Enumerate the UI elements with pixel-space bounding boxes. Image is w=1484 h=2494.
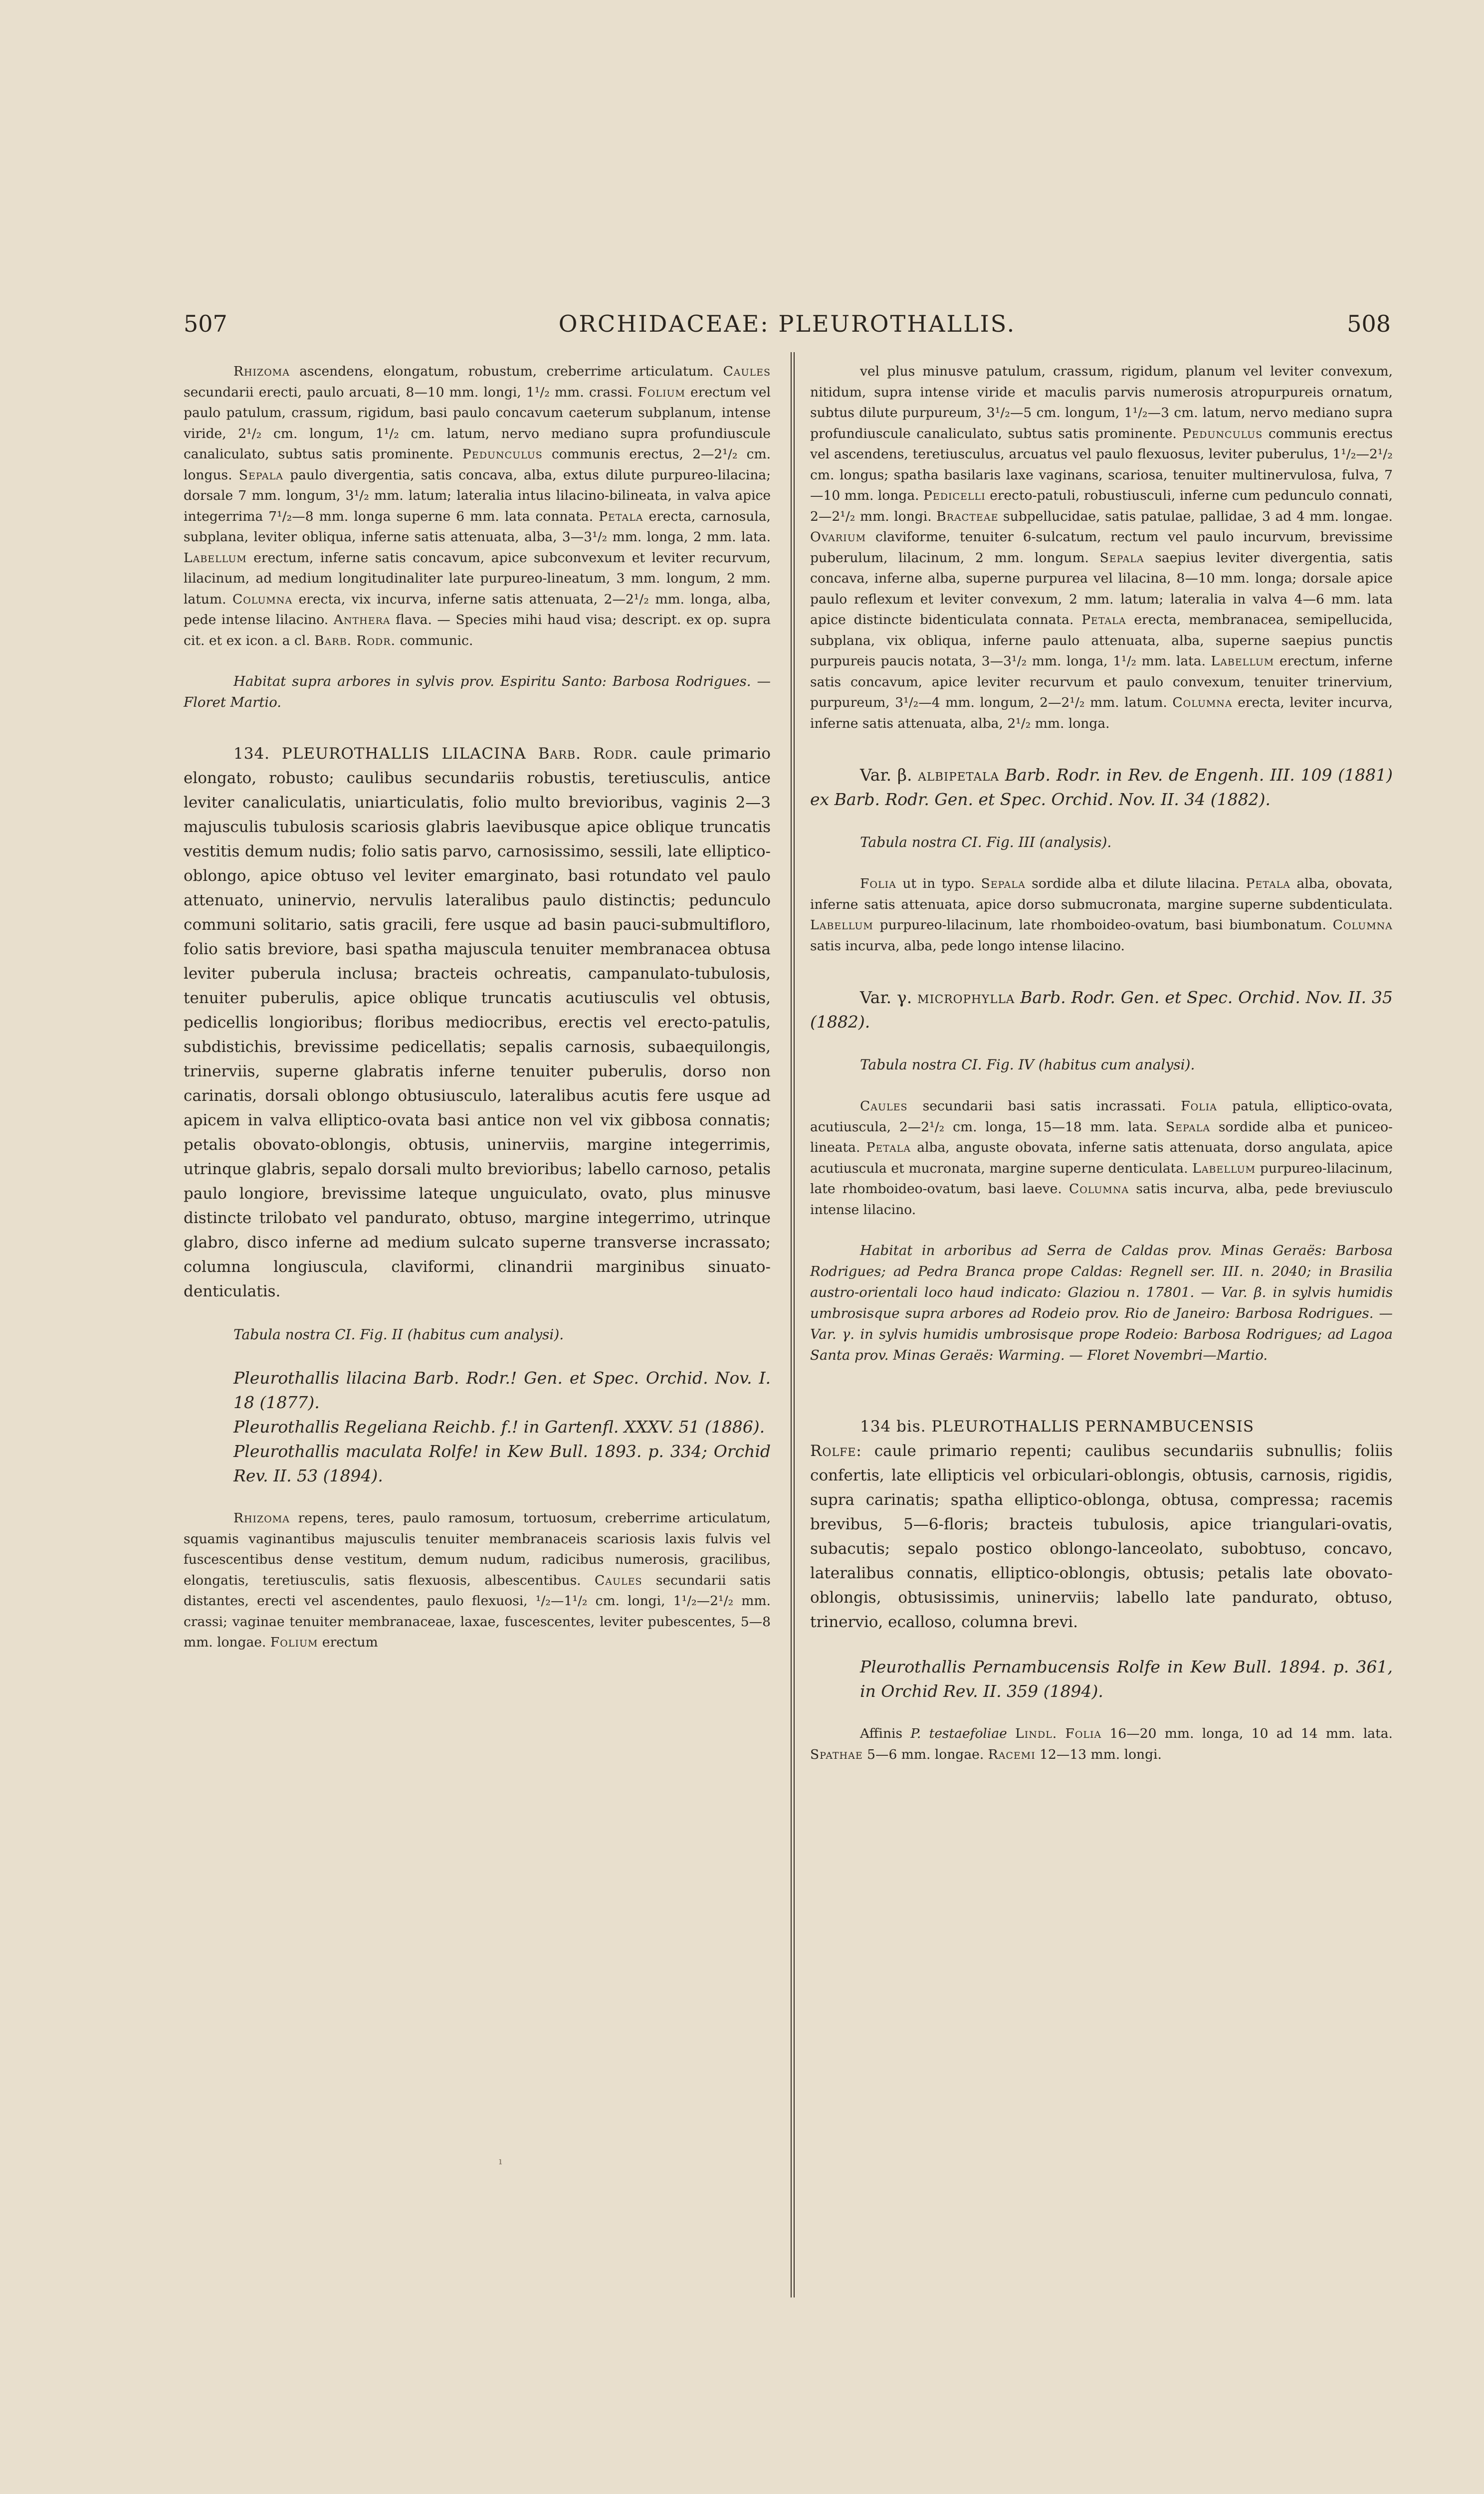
small-caps-term: Rhizoma xyxy=(233,364,290,379)
small-caps-term: Petala xyxy=(1246,876,1291,891)
text-run: vel plus minusve patulum, crassum, rigidum, planum vel leviter convexum, nitidum, supra intense viride et maculis parvis numerosis atropurpureis ornatum, subtus dilute purpureum, 3¹/₂—5 cm. longum, 1¹/₂—3 cm. latum, nervo mediano supra profundiuscule canaliculato, subtus satis prominente. xyxy=(810,364,1393,441)
text-run: erecta, membranacea, semipellucida, subplana, vix obliqua, inferne paulo attenuata, alba, superne saepius punctis purpureis paucis notata, 3—3¹/₂ mm. longa, 1¹/₂ mm. lata. xyxy=(810,612,1393,669)
synonym-text: Pleurothallis maculata Rolfe! in Kew Bull. 1893. p. 334; Orchid Rev. II. 53 (1894). xyxy=(233,1442,771,1485)
text-run: satis incurva, alba, pede breviusculo intense lilacino. xyxy=(810,1181,1393,1218)
text-run: subpellucidae, satis patulae, pallidae, 3 ad 4 mm. longae. xyxy=(998,508,1393,524)
small-caps-term: Pedunculus xyxy=(462,446,543,462)
synonym-entry xyxy=(184,1439,771,1488)
description-paragraph xyxy=(184,1508,771,1653)
small-caps-term: Folia xyxy=(860,876,896,891)
synonym-text: Pleurothallis Pernambucensis Rolfe in Kew Bull. 1894. p. 361, in Orchid Rev. II. 359 (1894). xyxy=(860,1657,1393,1701)
plate-reference: Tabula nostra CI. Fig. II (habitus cum analysi). xyxy=(233,1326,564,1343)
text-run: repens, teres, paulo ramosum, tortuosum, creberrime articulatum, squamis vaginantibus majusculis tenuiter membranaceis scariosis laxis fulvis vel fuscescentibus dense vestitum, demum nudum, radicibus numerosis, gracilibus, elongatis, teretiusculis, satis flexuosis, albescentibus. xyxy=(184,1510,771,1588)
small-caps-term: Barb. Rodr. xyxy=(538,745,638,763)
text-run xyxy=(1007,1726,1015,1741)
plate-reference: Tabula nostra CI. Fig. IV (habitus cum analysi). xyxy=(860,1056,1195,1073)
text-run: Var. β. xyxy=(860,765,918,785)
text-run: erectum xyxy=(318,1635,378,1650)
small-caps-term: Columna xyxy=(1172,695,1233,710)
text-run: 12—13 mm. longi. xyxy=(1035,1746,1162,1762)
description-paragraph xyxy=(184,361,771,651)
small-caps-term: Caules xyxy=(860,1098,908,1114)
text-run: communis erectus, 2—2¹/₂ cm. longus. xyxy=(184,446,771,483)
small-caps-term: Anthera xyxy=(333,612,391,627)
text-run: erecta, carnosula, subplana, leviter obliqua, inferne satis attenuata, alba, 3—3¹/₂ mm. longa, 2 mm. lata. xyxy=(184,508,771,545)
page-header xyxy=(184,310,1391,345)
small-caps-term: Labellum xyxy=(1192,1160,1256,1176)
synonym-entry xyxy=(810,1655,1393,1703)
species-134-title xyxy=(233,745,638,763)
small-caps-term: Labellum xyxy=(184,550,247,566)
species-134-text: caule primario elongato, robusto; caulibus secundariis robustis, teretiusculis, antice leviter canaliculatis, uniarticulatis, folio multo brevioribus, vaginis 2—3 majusculis tubulosis scariosis glabris laevibusque apice oblique truncatis vestitis demum nudis; folio satis parvo, carnosissimo, sessili, late elliptico-oblongo, apice obtuso vel leviter emarginato, basi rotundato vel paulo attenuato, uninervio, nervulis lateralibus paulo distinctis; pedunculo communi solitario, satis gracili, fere usque ad basin pauci-submultifloro, folio satis breviore, basi spatha majuscula tenuiter membranacea obtusa leviter puberula inclusa; bracteis ochreatis, campanulato-tubulosis, tenuiter puberulis, apice oblique truncatis acutiusculis vel obtusis, pedicellis longioribus; floribus mediocribus, erectis vel erecto-patulis, subdistichis, brevissime pedicellatis; sepalis carnosis, subaequilongis, trinerviis, superne glabratis inferne tenuiter puberulis, dorso non carinatis, dorsali oblongo obtusiusculo, lateralibus acutis fere usque ad apicem in valva elliptico-ovata basi antice non vel vix gibbosa connatis; petalis obovato-oblongis, obtusis, uninerviis, margine integerrimis, utrinque glabris, sepalo dorsali multo brevioribus; labello carnoso, petalis paulo longiore, brevissime lateque unguiculato, ovato, plus minusve distincte trilobato vel pandurato, obtuso, margine integerrimo, utrinque glabro, disco inferne ad medium sulcato superne transverse incrassato; columna longiuscula, claviformi, clinandrii marginibus sinuato-denticulatis. xyxy=(184,745,771,1300)
text-run: erectum, inferne satis concavum, apice leviter recurvum et paulo convexum, tenuiter trinervium, purpureum, 3¹/₂—4 mm. longum, 2—2¹/₂ mm. latum. xyxy=(810,653,1393,710)
small-caps-term: Columna xyxy=(1068,1181,1129,1197)
column-divider xyxy=(791,352,795,2297)
variety-beta-description xyxy=(810,873,1393,956)
text-run: satis incurva, alba, pede longo intense lilacino. xyxy=(810,938,1125,954)
variety-beta-title xyxy=(810,763,1393,812)
small-caps-term: Rolfe xyxy=(810,1442,856,1460)
small-caps-term: Folium xyxy=(637,384,685,400)
small-caps-term: Rhizoma xyxy=(233,1510,290,1526)
small-caps-term: Pedicelli xyxy=(923,488,986,503)
left-column xyxy=(184,352,771,1653)
small-caps-term: Petala xyxy=(599,508,643,524)
right-column xyxy=(810,352,1393,1765)
small-caps-term: Sepala xyxy=(1165,1119,1211,1135)
text-run: 134. PLEUROTHALLIS LILACINA xyxy=(233,745,538,763)
small-caps-term: Folia xyxy=(1181,1098,1217,1114)
text-run: claviforme, tenuiter 6-sulcatum, rectum vel paulo incurvum, brevissime puberulum, lilacinum, 2 mm. longum. xyxy=(810,529,1393,566)
species-134bis-description xyxy=(810,1439,1393,1635)
plate-reference: Tabula nostra CI. Fig. III (analysis). xyxy=(860,834,1112,850)
italic-text: Barb. Rodr. in Rev. de Engenh. III. 109 (1881) ex Barb. Rodr. Gen. et Spec. Orchid. Nov. II. 34 (1882). xyxy=(810,765,1393,809)
small-caps-term: Ovarium xyxy=(810,529,866,545)
small-caps-term: Pedunculus xyxy=(1182,425,1263,441)
small-caps-term: Lindl. xyxy=(1015,1726,1058,1741)
small-caps-term: albipetala xyxy=(918,765,999,785)
variety-gamma-description xyxy=(810,1096,1393,1220)
text-run: sordide alba et puniceo-lineata. xyxy=(810,1119,1393,1155)
text-run: communic. xyxy=(396,632,473,648)
text-run: erecto-patuli, robustiusculi, inferne cum pedunculo connati, 2—2¹/₂ mm. longi. xyxy=(810,488,1393,524)
small-caps-term: microphylla xyxy=(917,988,1015,1007)
text-run xyxy=(1057,1726,1065,1741)
habitat-note: Habitat in arboribus ad Serra de Caldas prov. Minas Geraës: Barbosa Rodrigues; ad Pedra Branca prope Caldas: Regnell ser. III. n. 2040; in Brasilia austro-orientali loco haud indicato: Glaziou n. 17801. — Var. β. in sylvis humidis umbrosisque supra arbores ad Rodeio prov. Rio de Janeiro: Barbosa Rodrigues. — Var. γ. in sylvis humidis umbrosisque prope Rodeio: Barbosa Rodrigues; ad Lagoa Santa prov. Minas Geraës: Warming. — Floret Novembri—Martio. xyxy=(810,1243,1393,1363)
synonym-text: Pleurothallis lilacina Barb. Rodr.! Gen. et Spec. Orchid. Nov. I. 18 (1877). xyxy=(233,1368,771,1412)
small-caps-term: Columna xyxy=(232,591,293,607)
small-caps-term: Caules xyxy=(595,1572,642,1588)
small-caps-term: Sepala xyxy=(1099,550,1144,566)
synonym-text: Pleurothallis Regeliana Reichb. f.! in Gartenfl. XXXV. 51 (1886). xyxy=(233,1417,765,1437)
species-134-description xyxy=(184,742,771,1304)
text-run: : caule primario repenti; caulibus secundariis subnullis; foliis confertis, late ellipticis vel orbiculari-oblongis, obtusis, carnosis, rigidis, supra carinatis; spatha elliptico-oblonga, obtusa, compressa; racemis brevibus, 5—6-floris; bracteis tubulosis, apice triangulari-ovatis, subacutis; sepalo postico oblongo-lanceolato, subobtuso, concavo, lateralibus connatis, elliptico-oblongis, obtusis; petalis late obovato-oblongis, obtusissimis, uninerviis; labello late pandurato, obtuso, trinervio, ecalloso, columna brevi. xyxy=(810,1442,1393,1631)
small-caps-term: Columna xyxy=(1332,917,1393,933)
text-run: patula, elliptico-ovata, acutiuscula, 2—2¹/₂ cm. longa, 15—18 mm. lata. xyxy=(810,1098,1393,1135)
small-caps-term: Racemi xyxy=(988,1746,1036,1762)
text-run: purpureo-lilacinum, late rhomboideo-ovatum, basi laeve. xyxy=(810,1160,1393,1197)
variety-gamma-title xyxy=(810,985,1393,1034)
text-run: 5—6 mm. longae. xyxy=(862,1746,988,1762)
text-run: saepius leviter divergentia, satis concava, inferne alba, superne purpurea vel lilacina, 8—10 mm. longa; dorsale apice paulo reflexum et leviter convexum, 2 mm. latum; lateralia in valva 4—6 mm. lata apice distincte bidenticulata connata. xyxy=(810,550,1393,627)
text-run: erectum vel paulo patulum, crassum, rigidum, basi paulo concavum caeterum subplanum, intense viride, 2¹/₂ cm. longum, 1¹/₂ cm. latum, nervo mediano supra profundiuscule canaliculato, subtus satis prominente. xyxy=(184,384,771,462)
small-caps-term: Petala xyxy=(866,1140,911,1155)
text-run: secundarii satis distantes, erecti vel ascendentes, paulo flexuosi, ¹/₂—1¹/₂ cm. longi, 1¹/₂—2¹/₂ mm. crassi; vaginae tenuiter membranaceae, laxae, fuscescentes, leviter pubescentes, 5—8 mm. longae. xyxy=(184,1572,771,1650)
text-run: ascendens, elongatum, robustum, creberrime articulatum. xyxy=(289,364,723,379)
margin-mark: ı xyxy=(499,2155,502,2167)
page-number-left: 507 xyxy=(184,310,227,337)
species-134bis-title: 134 bis. PLEUROTHALLIS PERNAMBUCENSIS xyxy=(860,1418,1255,1436)
running-title: ORCHIDACEAE: PLEUROTHALLIS. xyxy=(558,310,1016,337)
text-run: secundarii erecti, paulo arcuati, 8—10 mm. longi, 1¹/₂ mm. crassi. xyxy=(184,384,638,400)
description-paragraph-continued xyxy=(810,361,1393,734)
text-run: alba, obovata, inferne satis attenuata, apice dorso submucronata, margine superne subdenticulata. xyxy=(810,876,1393,912)
text-run: paulo divergentia, satis concava, alba, extus dilute purpureo-lilacina; dorsale 7 mm. longum, 3¹/₂ mm. latum; lateralia intus lilacino-bilineata, in valva apice integerrima 7¹/₂—8 mm. longa superne 6 mm. lata connata. xyxy=(184,467,771,524)
text-run: purpureo-lilacinum, late rhomboideo-ovatum, basi biumbonatum. xyxy=(873,917,1333,933)
small-caps-term: Folium xyxy=(270,1635,318,1650)
text-run: Affinis xyxy=(860,1726,911,1741)
text-run: ut in typo. xyxy=(896,876,981,891)
small-caps-term: Caules xyxy=(723,364,771,379)
synonym-entry xyxy=(184,1366,771,1415)
affinity-note xyxy=(810,1723,1393,1765)
text-run: flava. — Species mihi haud visa; descript. ex op. supra cit. et ex icon. a cl. xyxy=(184,612,771,648)
small-caps-term: Sepala xyxy=(238,467,283,483)
italic-text: Barb. Rodr. Gen. et Spec. Orchid. Nov. II. 35 (1882). xyxy=(810,988,1393,1032)
text-run: sordide alba et dilute lilacina. xyxy=(1025,876,1246,891)
text-run: 16—20 mm. longa, 10 ad 14 mm. lata. xyxy=(1101,1726,1393,1741)
text-run: erectum, inferne satis concavum, apice subconvexum et leviter recurvum, lilacinum, ad medium longitudinaliter late purpureo-lineatum, 3 mm. longum, 2 mm. latum. xyxy=(184,550,771,607)
text-run: secundarii basi satis incrassati. xyxy=(907,1098,1181,1114)
text-run: erecta, vix incurva, inferne satis attenuata, 2—2¹/₂ mm. longa, alba, pede intense lilacino. xyxy=(184,591,771,627)
habitat-note: Habitat supra arbores in sylvis prov. Espiritu Santo: Barbosa Rodrigues. — Floret Martio. xyxy=(184,673,771,710)
small-caps-term: Folia xyxy=(1065,1726,1102,1741)
small-caps-term: Labellum xyxy=(810,917,873,933)
small-caps-term: Spathae xyxy=(810,1746,863,1762)
text-run: Var. γ. xyxy=(860,988,918,1007)
text-run: communis erectus vel ascendens, teretiusculus, arcuatus vel paulo flexuosus, leviter puberulus, 1¹/₂—2¹/₂ cm. longus; spatha basilaris laxe vaginans, scariosa, tenuiter multinervulosa, fulva, 7—10 mm. longa. xyxy=(810,425,1393,503)
page-number-right: 508 xyxy=(1347,310,1391,337)
synonym-entry xyxy=(184,1415,771,1439)
text-run: alba, anguste obovata, inferne satis attenuata, dorso angulata, apice acutiuscula et mucronata, margine superne denticulata. xyxy=(810,1140,1393,1176)
text-run: erecta, leviter incurva, inferne satis attenuata, alba, 2¹/₂ mm. longa. xyxy=(810,695,1393,731)
small-caps-term: Petala xyxy=(1081,612,1126,627)
small-caps-term: Labellum xyxy=(1211,653,1274,669)
small-caps-term: Barb. Rodr. xyxy=(314,632,396,648)
small-caps-term: Sepala xyxy=(981,876,1026,891)
italic-text: P. testaefoliae xyxy=(910,1726,1007,1741)
small-caps-term: Bracteae xyxy=(936,508,999,524)
